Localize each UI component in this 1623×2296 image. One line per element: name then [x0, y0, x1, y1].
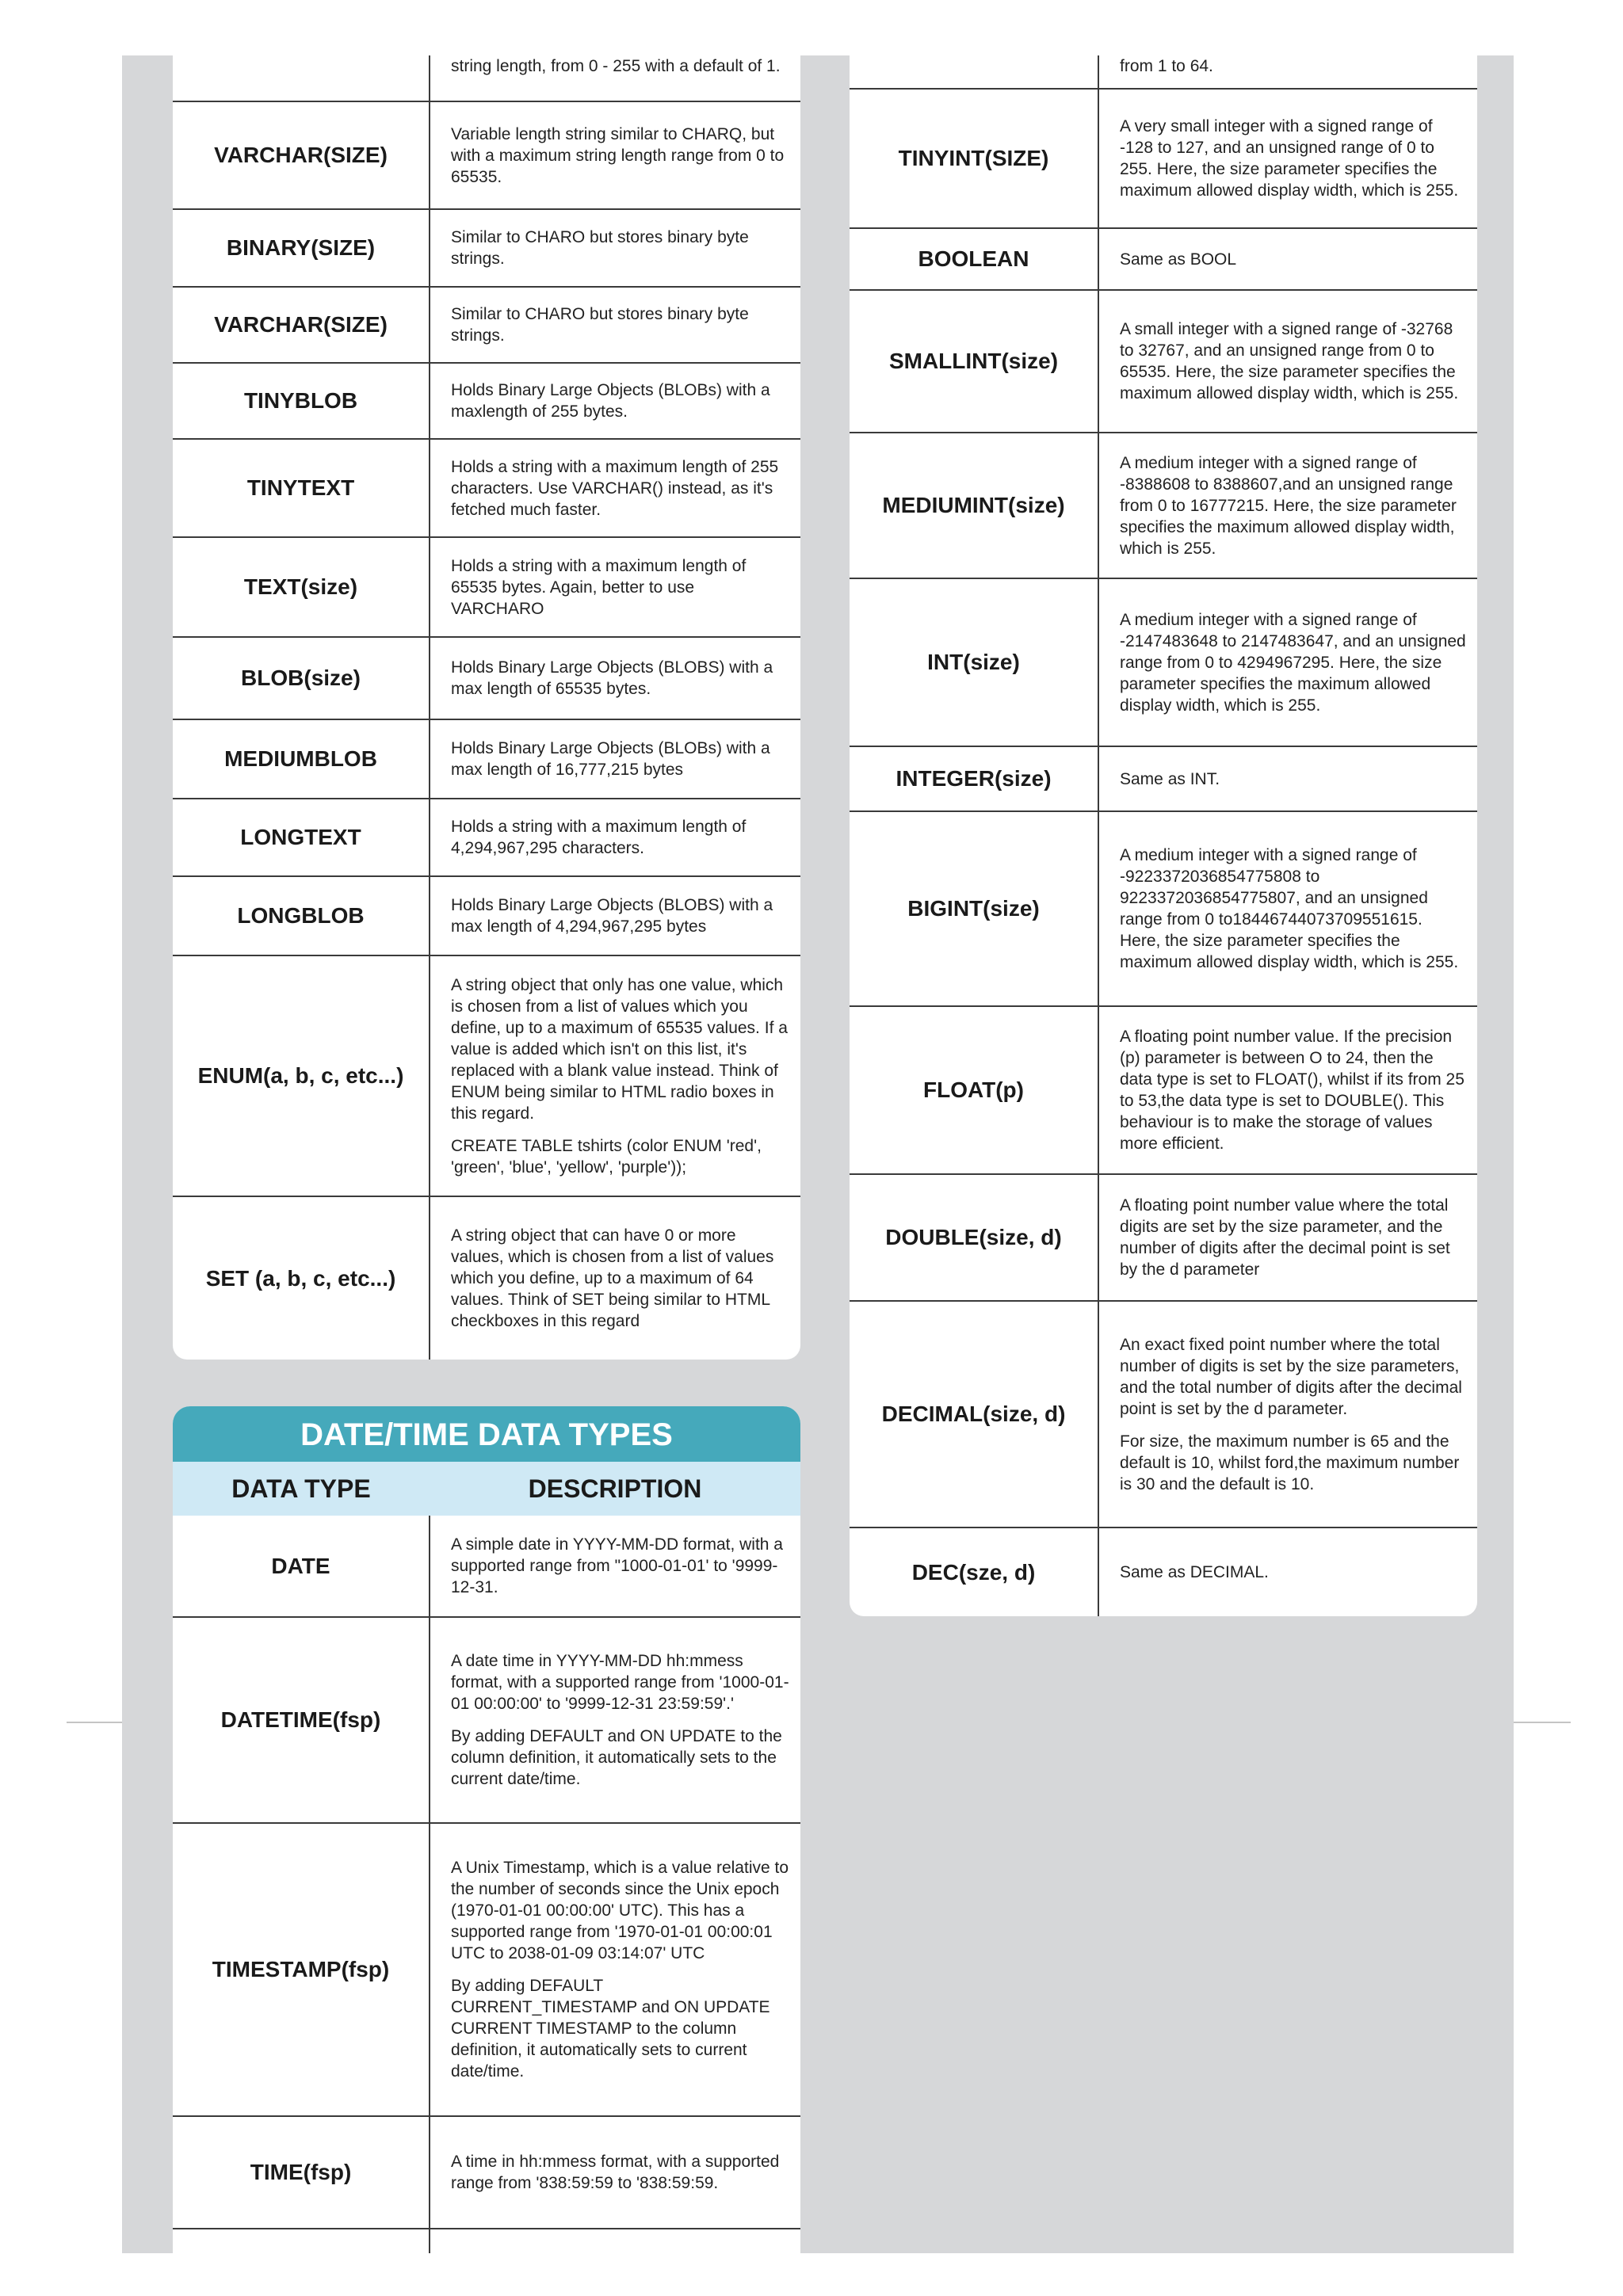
description-paragraph: Same as BOOL: [1120, 250, 1237, 269]
table-row: [173, 287, 800, 363]
table-row: [173, 1516, 800, 1617]
data-type-name: ENUM(a, b, c, etc...): [173, 955, 430, 1196]
data-type-description: [430, 1516, 800, 1617]
partial-description: string length, from 0 - 255 with a default of 1.: [451, 57, 781, 75]
data-type-description: [430, 287, 800, 363]
data-type-description: [1098, 578, 1477, 746]
data-type-name: LONGBLOB: [173, 876, 430, 955]
data-type-name: BINARY(SIZE): [173, 209, 430, 287]
table-row: [173, 209, 800, 287]
table-row: [173, 101, 800, 209]
data-type-name: SET (a, b, c, etc...): [173, 1196, 430, 1360]
data-type-description: [430, 719, 800, 799]
partial-description: from 1 to 64.: [1120, 57, 1213, 75]
description-paragraph: By adding DEFAULT and ON UPDATE to the column definition, it automatically sets to the current date/time.: [451, 1727, 782, 1788]
description-paragraph: A floating point number value. If the precision (p) parameter is between O to 24, then the data type is set to FLOAT(), whilst if its from 25 to 53,the data type is set to DOUBLE(). This behaviour is to make the storage of values more efficient.: [1120, 1028, 1465, 1153]
data-type-name: FLOAT(p): [850, 1006, 1098, 1174]
description-paragraph: A small integer with a signed range of -32768 to 32767, and an unsigned range from 0 to 65535. Here, the size parameter specifies the maximum allowed display width, which is 255.: [1120, 320, 1459, 402]
type-cell: [173, 2229, 430, 2253]
description-paragraph: A Unix Timestamp, which is a value relative to the number of seconds since the Unix epoch (1970-01-01 00:00:00' UTC). This has a supported range from '1970-01-01 00:00:01 UTC to 2038-01-09 03:14:07' UTC: [451, 1859, 789, 1962]
table-row: [850, 1006, 1477, 1174]
description-cell: [1098, 55, 1477, 89]
data-type-name: TIMESTAMP(fsp): [173, 1823, 430, 2116]
data-type-description: [430, 799, 800, 876]
description-paragraph: A date time in YYYY-MM-DD hh:mmess format, with a supported range from '1000-01-01 00:00:00' to '9999-12-31 23:59:59'.': [451, 1652, 789, 1713]
table-row: [850, 746, 1477, 811]
data-type-name: DECIMAL(size, d): [850, 1301, 1098, 1527]
data-type-name: VARCHAR(SIZE): [173, 287, 430, 363]
data-type-description: [1098, 1174, 1477, 1301]
data-type-description: [1098, 1527, 1477, 1616]
data-type-name: MEDIUMBLOB: [173, 719, 430, 799]
table-row: [850, 89, 1477, 228]
description-paragraph: Holds Binary Large Objects (BLOBS) with a max length of 65535 bytes.: [451, 658, 773, 698]
description-cell: [430, 2229, 800, 2253]
description-cell: [430, 55, 800, 101]
data-type-description: [430, 101, 800, 209]
description-paragraph: Same as DECIMAL.: [1120, 1563, 1269, 1581]
description-paragraph: A medium integer with a signed range of -2147483648 to 2147483647, and an unsigned range from 0 to 4294967295. Here, the size parameter specifies the maximum allowed display width, which is 255.: [1120, 610, 1466, 715]
description-paragraph: Holds a string with a maximum length of 255 characters. Use VARCHAR() instead, as it's fetched much faster.: [451, 457, 779, 519]
table-row: [173, 2116, 800, 2229]
data-type-description: [430, 537, 800, 637]
description-paragraph: By adding DEFAULT CURRENT_TIMESTAMP and ON UPDATE CURRENT TIMESTAMP to the column definition, it automatically sets to current date/time.: [451, 1977, 770, 2081]
data-type-description: [430, 1196, 800, 1360]
table-row: [173, 719, 800, 799]
table-row: [850, 290, 1477, 433]
column-header-type: DATA TYPE: [231, 1474, 371, 1503]
table-row-partial: [850, 55, 1477, 89]
table-row: [173, 537, 800, 637]
description-paragraph: Holds Binary Large Objects (BLOBS) with a max length of 4,294,967,295 bytes: [451, 896, 773, 936]
data-type-description: [1098, 811, 1477, 1006]
description-paragraph: Holds a string with a maximum length of 4,294,967,295 characters.: [451, 818, 747, 857]
table-row: [850, 578, 1477, 746]
column-header-description: DESCRIPTION: [528, 1474, 702, 1503]
table-row: [173, 1196, 800, 1360]
string-types-table: [173, 55, 800, 1360]
data-type-name: BIGINT(size): [850, 811, 1098, 1006]
data-type-description: [430, 209, 800, 287]
description-paragraph: Holds a string with a maximum length of 65535 bytes. Again, better to use VARCHARO: [451, 556, 747, 618]
data-type-name: DATETIME(fsp): [173, 1617, 430, 1823]
data-type-name: LONGTEXT: [173, 799, 430, 876]
numeric-types-table-card: [850, 55, 1477, 1616]
data-type-description: [1098, 1301, 1477, 1527]
table-row: [173, 799, 800, 876]
type-cell: [850, 55, 1098, 89]
table-row: [173, 439, 800, 537]
data-type-name: INTEGER(size): [850, 746, 1098, 811]
description-paragraph: A medium integer with a signed range of -9223372036854775808 to 9223372036854775807, and an unsigned range from 0 to18446744073709551615. Here, the size parameter specifies the maximum allowed display width, which is 255.: [1120, 846, 1459, 971]
description-paragraph: Similar to CHARO but stores binary byte strings.: [451, 305, 749, 345]
table-row: [850, 1174, 1477, 1301]
table-row-partial: [173, 55, 800, 101]
description-paragraph: A string object that can have 0 or more values, which is chosen from a list of values which you define, up to a maximum of 64 values. Think of SET being similar to HTML checkboxes in this regard: [451, 1226, 774, 1330]
data-type-name: TIME(fsp): [173, 2116, 430, 2229]
description-paragraph: An exact fixed point number where the total number of digits is set by the size parameters, and the total number of digits after the decimal point is set by the d parameter.: [1120, 1335, 1462, 1418]
data-type-description: [1098, 228, 1477, 290]
data-type-name: SMALLINT(size): [850, 290, 1098, 433]
table-row-empty: [173, 2229, 800, 2253]
data-type-description: [430, 1823, 800, 2116]
data-type-name: TINYBLOB: [173, 363, 430, 439]
table-row: [173, 876, 800, 955]
description-paragraph: Similar to CHARO but stores binary byte strings.: [451, 228, 749, 268]
data-type-description: [430, 439, 800, 537]
data-type-name: DOUBLE(size, d): [850, 1174, 1098, 1301]
description-paragraph: A simple date in YYYY-MM-DD format, with a supported range from "1000-01-01' to '9999-12-31.: [451, 1535, 783, 1596]
data-type-description: [430, 2116, 800, 2229]
left-margin-rule: [67, 1722, 122, 1723]
table-row: [173, 1617, 800, 1823]
data-type-description: [430, 363, 800, 439]
table-row: [850, 1301, 1477, 1527]
description-paragraph: A floating point number value where the total digits are set by the size parameter, and the number of digits after the decimal point is set by the d parameter: [1120, 1196, 1450, 1279]
data-type-name: MEDIUMINT(size): [850, 433, 1098, 578]
description-paragraph: Same as INT.: [1120, 769, 1220, 788]
description-paragraph: A very small integer with a signed range of -128 to 127, and an unsigned range of 0 to 255. Here, the size parameter specifies the maximum allowed display width, which is 255.: [1120, 117, 1459, 200]
table-row: [850, 1527, 1477, 1616]
table-row: [850, 228, 1477, 290]
data-type-description: [430, 637, 800, 719]
data-type-name: BLOB(size): [173, 637, 430, 719]
data-type-name: BOOLEAN: [850, 228, 1098, 290]
description-paragraph: CREATE TABLE tshirts (color ENUM 'red', 'green', 'blue', 'yellow', 'purple'));: [451, 1136, 762, 1177]
type-cell: [173, 55, 430, 101]
table-row: [173, 637, 800, 719]
table-row: [173, 363, 800, 439]
data-type-description: [1098, 433, 1477, 578]
data-type-description: [1098, 290, 1477, 433]
data-type-description: [1098, 89, 1477, 228]
description-paragraph: A time in hh:mmess format, with a supported range from '838:59:59 to '838:59:59.: [451, 2153, 780, 2192]
table-row: [850, 433, 1477, 578]
data-type-description: [430, 955, 800, 1196]
string-types-table-card: [173, 55, 800, 1360]
description-paragraph: Variable length string similar to CHARQ, but with a maximum string length range from 0 to 65535.: [451, 124, 785, 186]
right-margin-rule: [1514, 1722, 1571, 1723]
data-type-name: DATE: [173, 1516, 430, 1617]
data-type-name: INT(size): [850, 578, 1098, 746]
data-type-name: TEXT(size): [173, 537, 430, 637]
description-paragraph: Holds Binary Large Objects (BLOBs) with a maxlength of 255 bytes.: [451, 381, 770, 421]
section-title: DATE/TIME DATA TYPES: [173, 1406, 800, 1462]
data-type-name: TINYINT(SIZE): [850, 89, 1098, 228]
description-paragraph: A medium integer with a signed range of -8388608 to 8388607,and an unsigned range from 0 to 16777215. Here, the size parameter specifies the maximum allowed display width, which is 255.: [1120, 453, 1457, 558]
description-paragraph: Holds Binary Large Objects (BLOBs) with a max length of 16,777,215 bytes: [451, 739, 770, 779]
table-row: [173, 955, 800, 1196]
data-type-name: VARCHAR(SIZE): [173, 101, 430, 209]
data-type-description: [430, 1617, 800, 1823]
datetime-table-card: [173, 1406, 800, 2253]
data-type-description: [1098, 1006, 1477, 1174]
numeric-types-table: [850, 55, 1477, 1616]
data-type-description: [430, 876, 800, 955]
data-type-name: DEC(sze, d): [850, 1527, 1098, 1616]
data-type-description: [1098, 746, 1477, 811]
description-paragraph: A string object that only has one value, which is chosen from a list of values which you define, up to a maximum of 65535 values. If a value is added which isn't on this list, it's replaced with a blank value instead. Think of ENUM being similar to HTML radio boxes in this regard.: [451, 975, 788, 1123]
table-header: [173, 1462, 800, 1516]
datetime-types-table: [173, 1516, 800, 2253]
table-row: [850, 811, 1477, 1006]
data-type-name: TINYTEXT: [173, 439, 430, 537]
table-row: [173, 1823, 800, 2116]
description-paragraph: For size, the maximum number is 65 and the default is 10, whilst ford,the maximum number is 30 and the default is 10.: [1120, 1432, 1460, 1493]
